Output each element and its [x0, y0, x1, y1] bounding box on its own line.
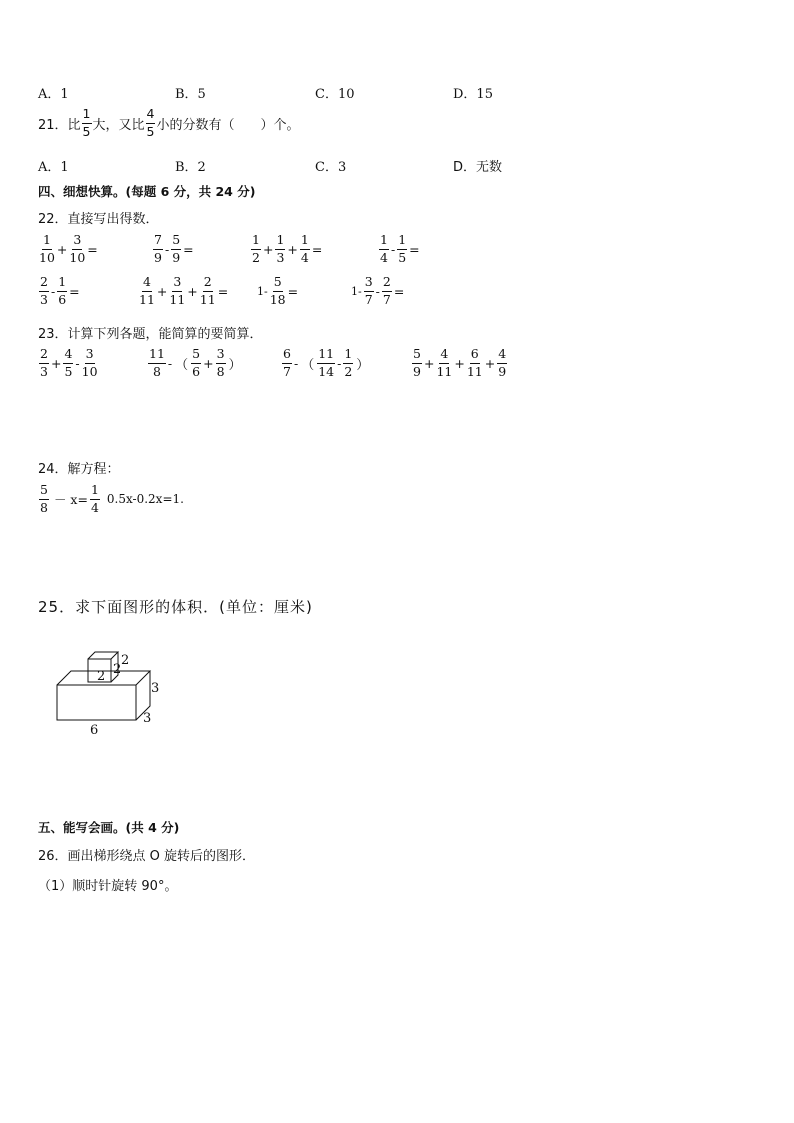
- box-front-face: [57, 685, 136, 720]
- q24-fraction-2: $\frac{1}{4}$: [90, 482, 99, 515]
- q21-number: 21．比: [38, 117, 81, 133]
- box-depth-label: 3: [143, 711, 152, 726]
- box-width-label: 6: [90, 723, 99, 738]
- cube-height-label: 2: [113, 662, 122, 677]
- q23-expr-1: $\frac{2}{3}$ + $\frac{4}{5}$ - $\frac{3}{10}$: [40, 346, 98, 379]
- q21-option-c: C．3: [315, 160, 347, 175]
- q21-option-b: B．2: [175, 160, 206, 175]
- section-5-heading: 五、能写会画。(共 4 分): [38, 820, 180, 835]
- section-4-heading: 四、细想快算。(每题 6 分，共 24 分): [38, 184, 256, 199]
- cube-depth-label: 2: [121, 653, 130, 668]
- q24-title: 24．解方程：: [38, 462, 120, 477]
- q21-fraction-2: $\frac{4}{5}$: [146, 106, 155, 139]
- q25-solid-figure: [50, 645, 170, 745]
- q21-end-text: 小的分数有（ ）个。: [156, 117, 300, 133]
- q21-middle-text: 大，又比: [92, 117, 145, 133]
- cube-top-face: [88, 652, 118, 659]
- q20-option-d: D．15: [453, 87, 493, 102]
- q22-expr-4: $\frac{1}{4}$ - $\frac{1}{5}$ =: [380, 232, 420, 265]
- cube-width-label: 2: [97, 669, 106, 684]
- q20-option-b: B．5: [175, 87, 206, 102]
- q23-title: 23．计算下列各题，能简算的要简算．: [38, 327, 263, 342]
- box-height-label: 3: [151, 681, 160, 696]
- q22-expr-8: 1- $\frac{3}{7}$ - $\frac{2}{7}$ =: [351, 274, 405, 307]
- q22-title: 22．直接写出得数．: [38, 212, 159, 227]
- q22-expr-2: $\frac{7}{9}$ - $\frac{5}{9}$ =: [154, 232, 194, 265]
- q25-title: 25．求下面图形的体积．(单位：厘米): [38, 598, 313, 616]
- q22-expr-3: $\frac{1}{2}$ + $\frac{1}{3}$ + $\frac{1}{4}$ =: [252, 232, 323, 265]
- q20-option-c: C．10: [315, 87, 355, 102]
- q20-option-a: A．1: [38, 87, 69, 102]
- q23-expr-3: $\frac{6}{7}$ - （ $\frac{11}{14}$ - $\frac{1}{2}$ ）: [283, 346, 370, 379]
- q24-equations: $\frac{5}{8}$ － x= $\frac{1}{4}$ 0.5x-0.2x=1.: [40, 482, 184, 515]
- q23-expr-2: $\frac{11}{8}$ - （ $\frac{5}{6}$ + $\frac{3}{8}$ ）: [149, 346, 242, 379]
- q22-expr-6: $\frac{4}{11}$ + $\frac{3}{11}$ + $\frac{2}{11}$ =: [139, 274, 229, 307]
- q26-title: 26．画出梯形绕点 O 旋转后的图形．: [38, 849, 256, 864]
- q23-expr-4: $\frac{5}{9}$ + $\frac{4}{11}$ + $\frac{6}{11}$ + $\frac{4}{9}$: [413, 346, 507, 379]
- q22-expr-1: $\frac{1}{10}$ + $\frac{3}{10}$ =: [39, 232, 98, 265]
- q21-fraction-1: $\frac{1}{5}$: [82, 106, 91, 139]
- q22-expr-5: $\frac{2}{3}$ - $\frac{1}{6}$ =: [40, 274, 80, 307]
- q21-option-a: A．1: [38, 160, 69, 175]
- q26-sub-1: （1）顺时针旋转 90°。: [38, 879, 178, 894]
- q22-expr-7: 1- $\frac{5}{18}$ =: [257, 274, 299, 307]
- q21-question: [38, 108, 299, 138]
- q21-option-d: D．无数: [453, 160, 503, 175]
- q24-fraction-1: $\frac{5}{8}$: [40, 482, 48, 515]
